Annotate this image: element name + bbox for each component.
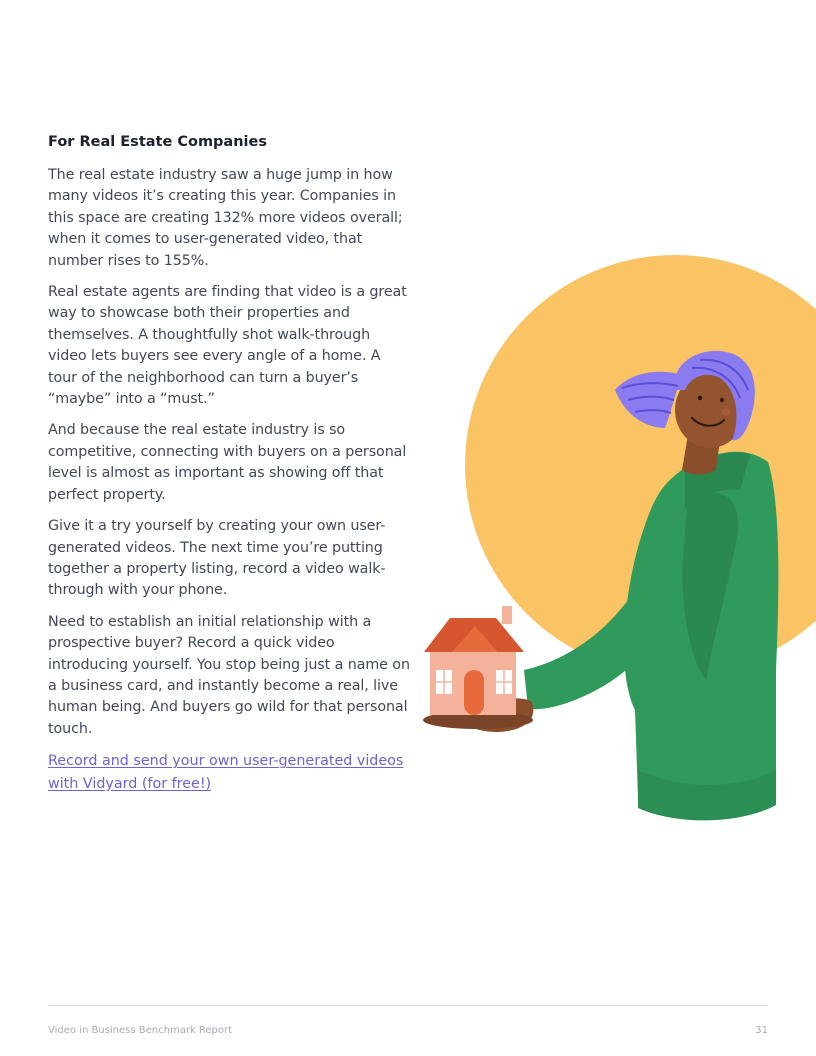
article-section	[48, 131, 410, 795]
eye-left	[698, 396, 702, 400]
house-door	[464, 670, 484, 715]
paragraph-3: And because the real estate industry is so competitive, connecting with buyers on a personal level is almost as important as showing off that perfect property.	[48, 422, 407, 503]
section-heading: For Real Estate Companies	[48, 134, 267, 150]
vidyard-cta-link[interactable]: Record and send your own user-generated videos with Vidyard (for free!)	[48, 753, 404, 792]
paragraph-4: Give it a try yourself by creating your own user-generated videos. The next time you’re putting together a property listing, record a video walk-through with your phone.	[48, 518, 386, 599]
paragraph-1: The real estate industry saw a huge jump in how many videos it’s creating this year. Companies in this space are creating 132% more videos overall; when it comes to user-generated video, that number rises to 155%.	[48, 167, 403, 269]
eye-right	[720, 398, 724, 402]
agent-with-house-illustration	[420, 250, 816, 830]
cheek	[722, 408, 730, 416]
paragraph-2: Real estate agents are finding that video is a great way to showcase both their properties and themselves. A thoughtfully shot walk-through video lets buyers see every angle of a home. A tour of the neighborhood can turn a buyer’s “maybe” into a “must.”	[48, 284, 407, 408]
paragraph-5: Need to establish an initial relationship with a prospective buyer? Record a quick video introducing yourself. You stop being just a name on a business card, and instantly become a real, live human being. And buyers go wild for that personal touch.	[48, 613, 410, 737]
house-chimney	[502, 606, 512, 624]
footer-page-number: 31	[755, 1025, 768, 1036]
footer-report-title: Video in Business Benchmark Report	[48, 1025, 233, 1036]
footer-divider	[48, 1005, 768, 1006]
